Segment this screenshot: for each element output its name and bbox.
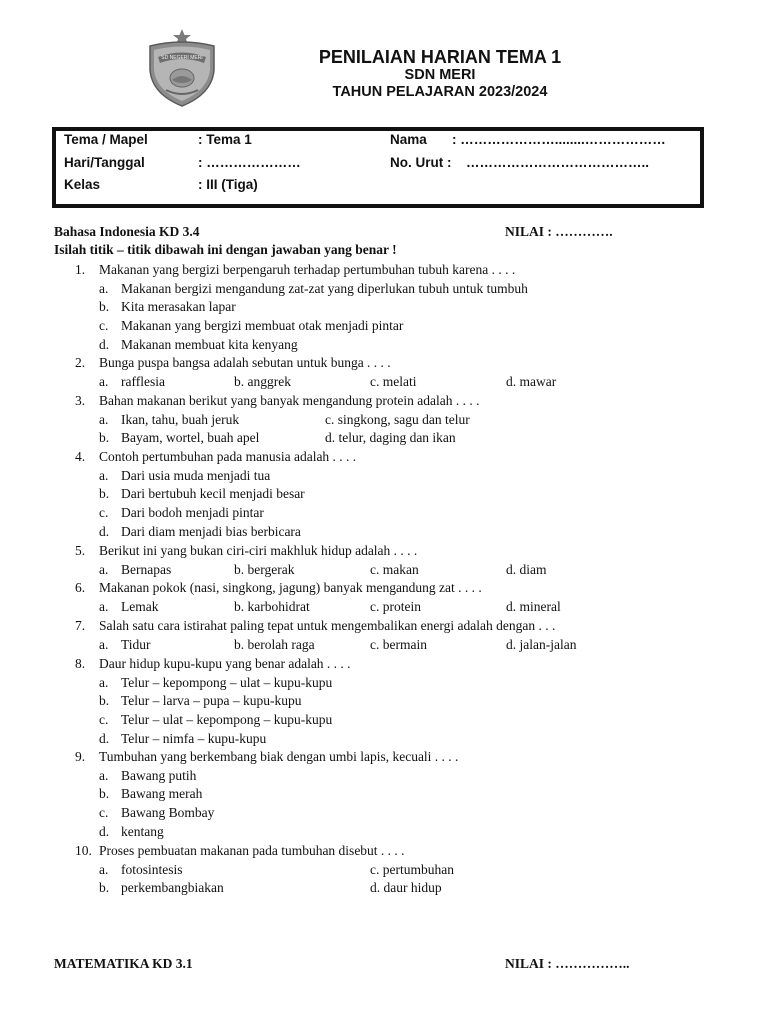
option-text: b. anggrek [234,373,291,389]
option-text: b. karbohidrat [234,598,310,614]
option-text: d. mineral [506,598,561,614]
option-letter: a. [99,767,109,783]
school-year: TAHUN PELAJARAN 2023/2024 [332,84,548,100]
tema-value: : Tema 1 [198,132,252,147]
question-number: 7. [75,618,86,633]
question-text: Makanan pokok (nasi, singkong, jagung) banyak mengandung zat . . . . [99,580,482,595]
option-text: c. bermain [370,636,427,652]
question-text: Proses pembuatan makanan pada tumbuhan disebut . . . . [99,843,405,858]
option-letter: a. [99,598,109,614]
option-letter: b. [99,486,110,502]
option-text: b. berolah raga [234,636,315,652]
option-text: c. singkong, sagu dan telur [325,411,470,427]
option-text: Dari diam menjadi bias berbicara [121,523,301,539]
question-text: Berikut ini yang bukan ciri-ciri makhluk hidup adalah . . . . [99,543,418,558]
option-text: Tidur [121,636,151,652]
option-text: Bawang merah [121,786,203,802]
option-letter: d. [99,823,110,839]
question-text: Makanan yang bergizi berpengaruh terhadap pertumbuhan tubuh karena . . . . [99,262,516,277]
option-letter: a. [99,467,109,483]
hari-value[interactable]: : ………………… [198,155,301,170]
option-text: Makanan bergizi mengandung zat-zat yang diperlukan tubuh untuk tumbuh [121,280,528,296]
option-letter: c. [99,505,109,521]
option-text: kentang [121,823,164,839]
option-letter: a. [99,861,109,877]
question-text: Salah satu cara istirahat paling tepat untuk mengembalikan energi adalah dengan . . . [99,618,556,633]
question-number: 10. [75,843,92,858]
kelas-label: Kelas [64,177,101,192]
option-text: Ikan, tahu, buah jeruk [121,411,240,427]
option-letter: b. [99,786,110,802]
option-text: d. jalan-jalan [506,636,577,652]
tema-label: Tema / Mapel [64,132,148,147]
option-text: Telur – nimfa – kupu-kupu [121,730,267,746]
option-text: Telur – larva – pupa – kupu-kupu [121,693,302,709]
option-text: Dari bertubuh kecil menjadi besar [121,486,305,502]
option-text: c. melati [370,373,417,389]
option-text: c. protein [370,598,421,614]
option-text: Dari usia muda menjadi tua [121,467,271,483]
option-text: fotosintesis [121,861,183,877]
option-letter: b. [99,430,110,446]
option-letter: c. [99,805,109,821]
option-text: d. daur hidup [370,880,442,896]
school-logo [146,28,218,108]
option-text: Bawang putih [121,767,197,783]
option-letter: a. [99,674,109,690]
option-text: Telur – ulat – kepompong – kupu-kupu [121,712,333,728]
section1-heading: Bahasa Indonesia KD 3.4 [54,224,200,239]
option-letter: c. [99,318,109,334]
question-number: 1. [75,262,86,277]
question-number: 5. [75,543,86,558]
option-letter: d. [99,730,110,746]
option-text: c. pertumbuhan [370,861,454,877]
option-letter: d. [99,336,110,352]
question-text: Contoh pertumbuhan pada manusia adalah . . . . [99,449,357,464]
option-letter: a. [99,561,109,577]
option-text: d. telur, daging dan ikan [325,430,456,446]
question-text: Tumbuhan yang berkembang biak dengan umbi lapis, kecuali . . . . [99,749,459,764]
option-text: Bernapas [121,561,172,577]
section1-instruction: Isilah titik – titik dibawah ini dengan jawaban yang benar ! [54,242,397,257]
option-text: Makanan membuat kita kenyang [121,336,298,352]
option-letter: b. [99,299,110,315]
option-text: Lemak [121,598,159,614]
option-text: rafflesia [121,373,165,389]
option-text: Bayam, wortel, buah apel [121,430,260,446]
urut-label: No. Urut : [390,155,452,170]
option-letter: c. [99,712,109,728]
urut-value[interactable]: ………………………………….. [466,155,650,170]
option-text: d. mawar [506,373,557,389]
option-text: c. makan [370,561,419,577]
kelas-value: : III (Tiga) [198,177,258,192]
question-number: 4. [75,449,86,464]
option-letter: a. [99,636,109,652]
page-title: PENILAIAN HARIAN TEMA 1 [318,47,562,67]
question-number: 9. [75,749,86,764]
school-name: SDN MERI [404,67,476,83]
option-letter: a. [99,373,109,389]
option-text: Kita merasakan lapar [121,299,236,315]
option-letter: d. [99,523,110,539]
question-number: 8. [75,656,86,671]
question-number: 2. [75,355,86,370]
option-text: b. bergerak [234,561,295,577]
question-text: Daur hidup kupu-kupu yang benar adalah . . . . [99,656,351,671]
option-text: d. diam [506,561,547,577]
option-text: Dari bodoh menjadi pintar [121,505,264,521]
option-text: perkembangbiakan [121,880,224,896]
question-number: 6. [75,580,86,595]
section1-nilai: NILAI : …………. [505,224,613,239]
option-letter: b. [99,693,110,709]
option-text: Makanan yang bergizi membuat otak menjadi pintar [121,318,404,334]
option-text: Bawang Bombay [121,805,215,821]
section2-heading: MATEMATIKA KD 3.1 [54,956,193,971]
nama-label: Nama [390,132,427,147]
option-letter: b. [99,880,110,896]
logo-text: SD NEGERI MERI [161,55,203,61]
hari-label: Hari/Tanggal [64,155,145,170]
question-number: 3. [75,393,86,408]
nama-value[interactable]: : …………………........……………… [452,132,666,147]
question-text: Bahan makanan berikut yang banyak mengandung protein adalah . . . . [99,393,480,408]
option-text: Telur – kepompong – ulat – kupu-kupu [121,674,333,690]
question-text: Bunga puspa bangsa adalah sebutan untuk bunga . . . . [99,355,391,370]
option-letter: a. [99,411,109,427]
option-letter: a. [99,280,109,296]
section2-nilai: NILAI : …………….. [505,956,630,971]
